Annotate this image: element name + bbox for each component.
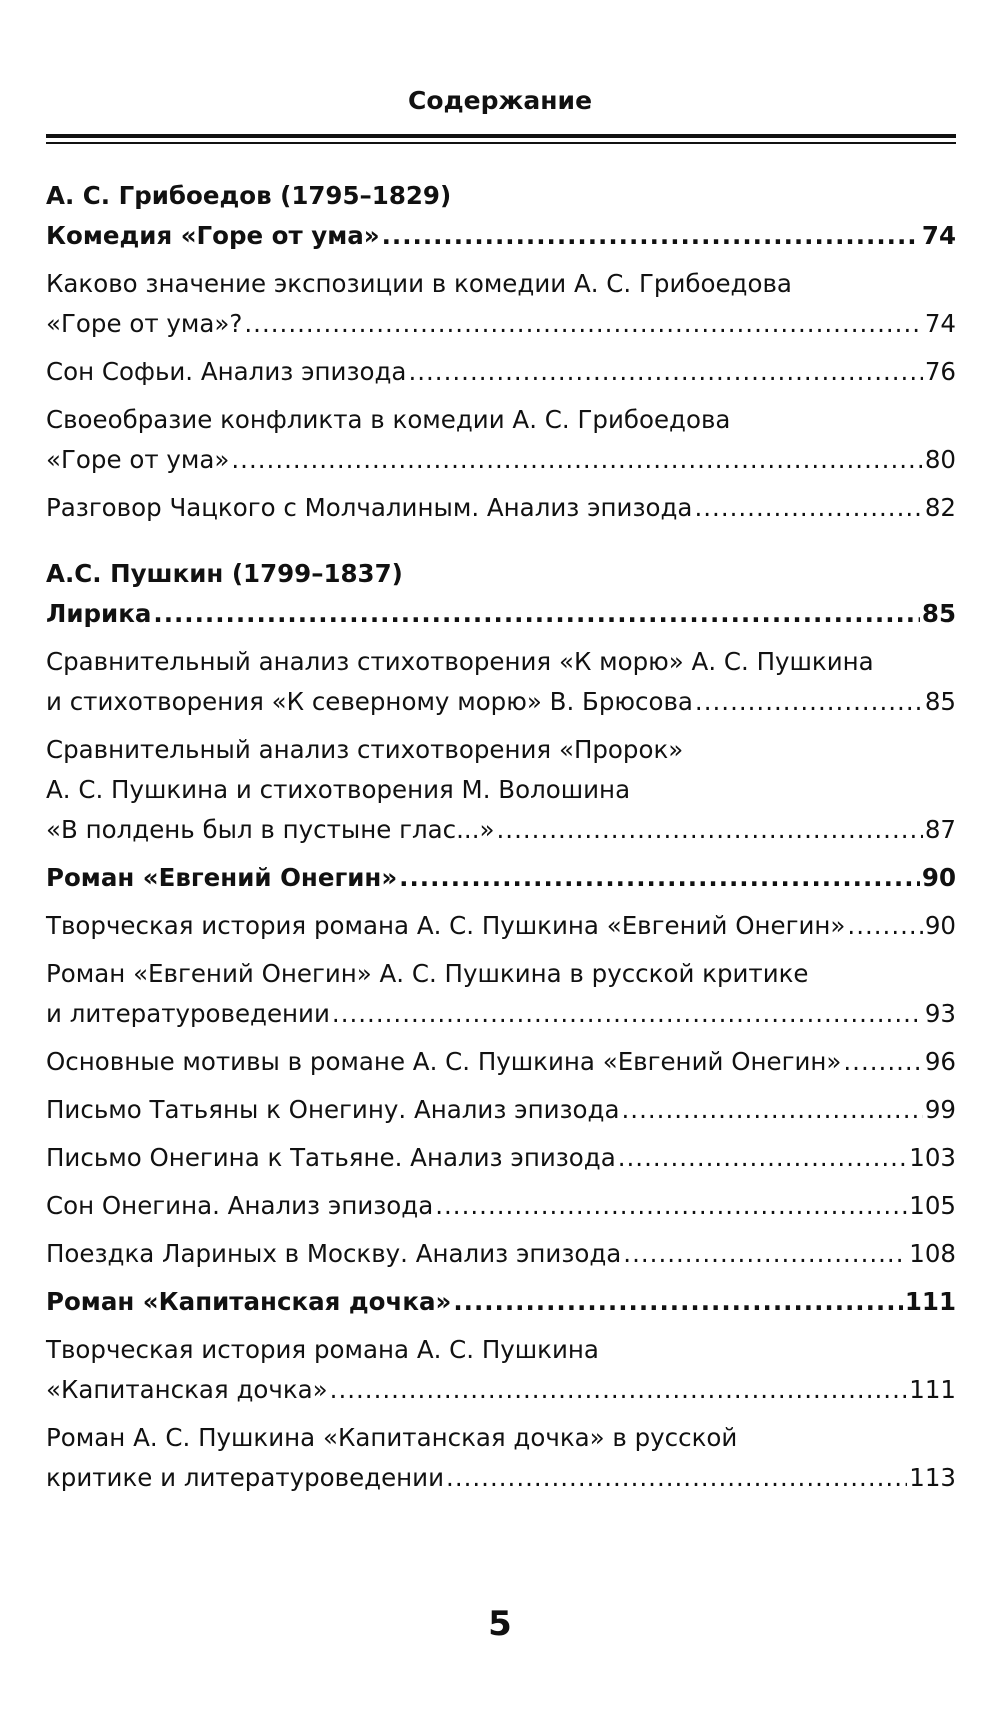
- toc-item: [46, 1330, 956, 1410]
- section-entry-text: Роман «Евгений Онегин»: [46, 863, 398, 892]
- toc-item-entry: [46, 1370, 956, 1410]
- header-rule-thin: [46, 142, 956, 144]
- toc-item-entry-text: Поездка Лариных в Москву. Анализ эпизода: [46, 1239, 622, 1268]
- dot-leader: [330, 1370, 908, 1410]
- toc-item-entry-text: «Горе от ума»: [46, 445, 230, 474]
- dot-leader: [446, 1458, 907, 1498]
- dot-leader: [847, 906, 922, 946]
- toc-item-entry-text: Творческая история романа А. С. Пушкина «Евгений Онегин»: [46, 911, 846, 940]
- toc-item-entry-text: и литературоведении: [46, 999, 330, 1028]
- toc-item-line: Своеобразие конфликта в комедии А. С. Грибоедова: [46, 405, 731, 434]
- toc-item: [46, 1138, 956, 1178]
- toc-item: [46, 1234, 956, 1274]
- dot-leader: [497, 810, 923, 850]
- dot-leader: [843, 1042, 922, 1082]
- section-entry-text: Лирика: [46, 599, 152, 628]
- page-ref: 105: [909, 1191, 956, 1220]
- toc-item-entry-text: критике и литературоведении: [46, 1463, 445, 1492]
- page-ref: 74: [921, 221, 956, 250]
- section-entry: [46, 216, 956, 256]
- page-header: Содержание: [407, 86, 593, 115]
- page-ref: 74: [924, 309, 956, 338]
- toc-item-entry: [46, 1138, 956, 1178]
- toc-item-entry: [46, 440, 956, 480]
- dot-leader: [382, 216, 920, 256]
- section-entry-text: Роман «Капитанская дочка»: [46, 1287, 452, 1316]
- toc-item-entry: [46, 994, 956, 1034]
- toc-item: [46, 488, 956, 528]
- page-ref: 87: [924, 815, 956, 844]
- author-heading: А.С. Пушкин (1799–1837): [46, 559, 403, 588]
- toc-item-entry-text: «Горе от ума»?: [46, 309, 243, 338]
- toc-item-entry: [46, 810, 956, 850]
- toc-item-line: Сравнительный анализ стихотворения «К морю» А. С. Пушкина: [46, 647, 874, 676]
- toc-item-entry-text: Сон Онегина. Анализ эпизода: [46, 1191, 434, 1220]
- toc-item: [46, 954, 956, 1034]
- toc-item-line: Роман А. С. Пушкина «Капитанская дочка» в русской: [46, 1423, 738, 1452]
- page-ref: 108: [909, 1239, 956, 1268]
- toc-item-entry: [46, 1042, 956, 1082]
- dot-leader: [408, 352, 922, 392]
- section-entry: [46, 858, 956, 898]
- dot-leader: [244, 304, 922, 344]
- page-ref: 85: [924, 687, 956, 716]
- toc-item: [46, 906, 956, 946]
- toc-item-entry-text: «В полдень был в пустыне глас...»: [46, 815, 495, 844]
- page-ref: 113: [909, 1463, 956, 1492]
- toc-item-entry: [46, 352, 956, 392]
- toc-item-entry: [46, 1234, 956, 1274]
- page-ref: 111: [909, 1375, 956, 1404]
- page-ref: 111: [904, 1287, 956, 1316]
- page-ref: 85: [921, 599, 956, 628]
- toc-item: [46, 264, 956, 344]
- toc-item: [46, 1090, 956, 1130]
- page-number: 5: [488, 1604, 512, 1644]
- toc-item-entry-text: Разговор Чацкого с Молчалиным. Анализ эпизода: [46, 493, 693, 522]
- page-ref: 76: [924, 357, 956, 386]
- toc-item: [46, 730, 956, 850]
- toc-item-line: Каково значение экспозиции в комедии А. С. Грибоедова: [46, 269, 792, 298]
- toc-item-entry: [46, 682, 956, 722]
- toc-item-entry-text: Письмо Онегина к Татьяне. Анализ эпизода: [46, 1143, 616, 1172]
- toc-item: [46, 1186, 956, 1226]
- section-entry-text: Комедия «Горе от ума»: [46, 221, 380, 250]
- dot-leader: [694, 488, 922, 528]
- toc-item-entry-text: Письмо Татьяны к Онегину. Анализ эпизода: [46, 1095, 620, 1124]
- dot-leader: [695, 682, 923, 722]
- toc-item-line: А. С. Пушкина и стихотворения М. Волошина: [46, 775, 631, 804]
- toc-item-entry-text: Основные мотивы в романе А. С. Пушкина «Евгений Онегин»: [46, 1047, 842, 1076]
- page-ref: 82: [924, 493, 956, 522]
- dot-leader: [153, 594, 920, 634]
- toc-item: [46, 1042, 956, 1082]
- page-ref: 103: [909, 1143, 956, 1172]
- toc-item: [46, 642, 956, 722]
- dot-leader: [435, 1186, 907, 1226]
- section-entry: [46, 594, 956, 634]
- toc-item-entry: [46, 906, 956, 946]
- toc-item: [46, 1418, 956, 1498]
- toc-item-entry: [46, 304, 956, 344]
- dot-leader: [622, 1090, 923, 1130]
- toc-item-line: Роман «Евгений Онегин» А. С. Пушкина в русской критике: [46, 959, 809, 988]
- toc-item-entry: [46, 1458, 956, 1498]
- toc-item-entry-text: и стихотворения «К северному морю» В. Брюсова: [46, 687, 693, 716]
- dot-leader: [623, 1234, 907, 1274]
- toc-item-line: Сравнительный анализ стихотворения «Пророк»: [46, 735, 684, 764]
- toc-item-line: Творческая история романа А. С. Пушкина: [46, 1335, 599, 1364]
- toc-item-entry: [46, 1090, 956, 1130]
- author-heading: А. С. Грибоедов (1795–1829): [46, 181, 452, 210]
- page-ref: 99: [924, 1095, 956, 1124]
- dot-leader: [231, 440, 922, 480]
- page-ref: 96: [924, 1047, 956, 1076]
- toc-item: [46, 352, 956, 392]
- dot-leader: [399, 858, 920, 898]
- page-ref: 80: [924, 445, 956, 474]
- dot-leader: [618, 1138, 908, 1178]
- toc-item-entry-text: «Капитанская дочка»: [46, 1375, 328, 1404]
- toc-item-entry-text: Сон Софьи. Анализ эпизода: [46, 357, 407, 386]
- toc-item: [46, 400, 956, 480]
- dot-leader: [332, 994, 923, 1034]
- page-ref: 90: [921, 863, 956, 892]
- section-entry: [46, 1282, 956, 1322]
- dot-leader: [453, 1282, 903, 1322]
- table-of-contents: [46, 176, 956, 1498]
- page-ref: 93: [924, 999, 956, 1028]
- toc-item-entry: [46, 1186, 956, 1226]
- page-ref: 90: [924, 911, 956, 940]
- toc-item-entry: [46, 488, 956, 528]
- header-rule-thick: [46, 134, 956, 138]
